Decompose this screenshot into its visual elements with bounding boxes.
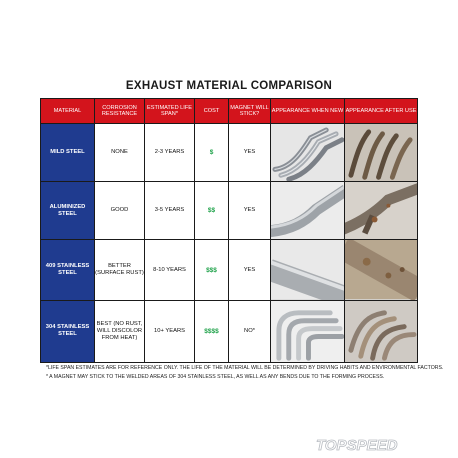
table-row: [41, 300, 418, 362]
corrosion-cell: BEST (NO RUST, WILL DISCOLOR FROM HEAT): [95, 300, 145, 362]
header-life-span: ESTIMATED LIFE SPAN*: [145, 99, 195, 124]
material-cell: MILD STEEL: [41, 124, 95, 182]
magnet-cell: YES: [229, 124, 271, 182]
table-row: [41, 124, 418, 182]
header-cost: COST: [195, 99, 229, 124]
header-material: MATERIAL: [41, 99, 95, 124]
corrosion-cell: BETTER (SURFACE RUST): [95, 240, 145, 300]
life-span-cell: 10+ YEARS: [145, 300, 195, 362]
corrosion-cell: NONE: [95, 124, 145, 182]
cost-cell: $$$$: [195, 300, 229, 362]
header-new-photo: [271, 124, 345, 182]
bent-pipe-used-photo: [345, 182, 418, 240]
comparison-table: [40, 98, 418, 363]
table-row: [41, 182, 418, 240]
stainless-header-new-photo: [271, 300, 345, 362]
material-cell: ALUMINIZED STEEL: [41, 182, 95, 240]
life-span-cell: 3-5 YEARS: [145, 182, 195, 240]
footnote-magnet: * A MAGNET MAY STICK TO THE WELDED AREAS OF 304 STAINLESS STEEL, AS WELL AS ANY BENDS DUE TO THE FORMING PROCESS.: [46, 374, 385, 380]
header-magnet: MAGNET WILL STICK?: [229, 99, 271, 124]
material-cell: 304 STAINLESS STEEL: [41, 300, 95, 362]
header-appearance-used: APPEARANCE AFTER USE: [345, 99, 418, 124]
tube-used-photo: [345, 240, 418, 300]
header-corrosion: CORROSION RESISTANCE: [95, 99, 145, 124]
footnote-life-span: *LIFE SPAN ESTIMATES ARE FOR REFERENCE ONLY. THE LIFE OF THE MATERIAL WILL BE DETERMINED BY DRIVING HABITS AND ENVIRONMENTAL FACTORS.: [46, 365, 444, 371]
magnet-cell: YES: [229, 240, 271, 300]
life-span-cell: 8-10 YEARS: [145, 240, 195, 300]
header-appearance-new: APPEARANCE WHEN NEW: [271, 99, 345, 124]
magnet-cell: NO*: [229, 300, 271, 362]
header-row: [41, 99, 418, 124]
header-used-photo: [345, 124, 418, 182]
corrosion-cell: GOOD: [95, 182, 145, 240]
life-span-cell: 2-3 YEARS: [145, 124, 195, 182]
chart-title: EXHAUST MATERIAL COMPARISON: [125, 80, 333, 92]
table-row: [41, 240, 418, 300]
magnet-cell: YES: [229, 182, 271, 240]
cost-cell: $$: [195, 182, 229, 240]
stainless-header-used-photo: [345, 300, 418, 362]
material-cell: 409 STAINLESS STEEL: [41, 240, 95, 300]
topspeed-logo: [316, 436, 428, 454]
cost-cell: $: [195, 124, 229, 182]
tube-new-photo: [271, 240, 345, 300]
svg-text:TOPSPEED: TOPSPEED: [316, 437, 398, 454]
bent-pipe-new-photo: [271, 182, 345, 240]
cost-cell: $$$: [195, 240, 229, 300]
